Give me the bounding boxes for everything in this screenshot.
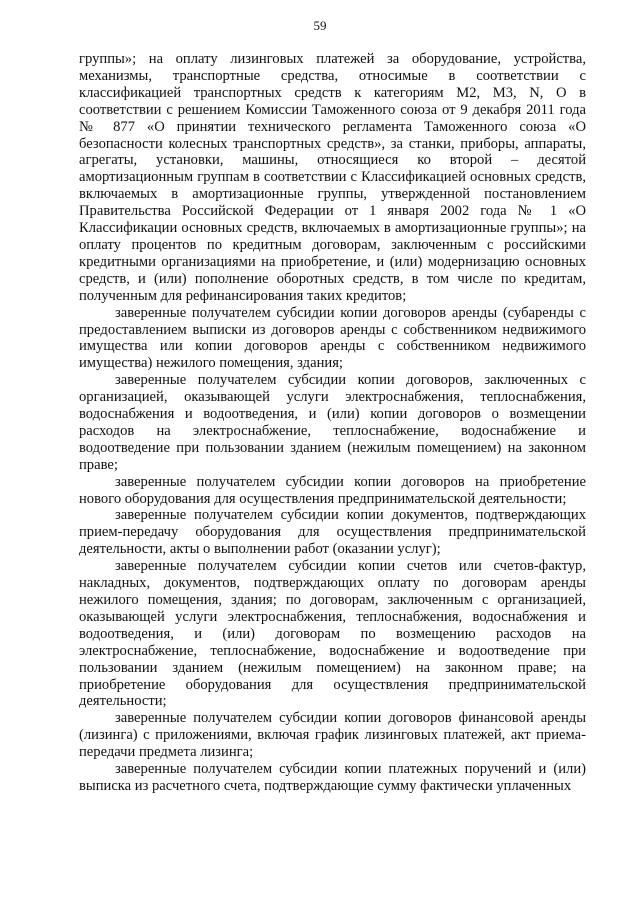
paragraph-lease-contracts: заверенные получателем субсидии копии договоров аренды (субаренды с предоставлением выписки из договоров аренды с собственником недвижимого имущества или копии договоров аренды с собственником недвижимого имущества) нежилого помещения, здания; (79, 304, 586, 372)
paragraph-leasing-contracts: заверенные получателем субсидии копии договоров финансовой аренды (лизинга) с приложениями, включая график лизинговых платежей, акт приема-передачи предмета лизинга; (79, 710, 586, 761)
paragraph-invoices: заверенные получателем субсидии копии счетов или счетов-фактур, накладных, документов, подтверждающих оплату по договорам аренды нежилого помещения, здания; по договорам, заключенным с организацией, оказывающей услуги электроснабжения, теплоснабжения, водоснабжения и водоотведения, и (или) договорам по возмещению расходов на электроснабжение, теплоснабжение, водоснабжение и водоотведение при пользовании зданием (нежилым помещением) на законном праве; на приобретение оборудования для осуществления предпринимательской деятельности; (79, 558, 586, 710)
paragraph-acceptance-documents: заверенные получателем субсидии копии документов, подтверждающих прием-передачу оборудования для осуществления предпринимательской деятельности, акты о выполнении работ (оказании услуг); (79, 507, 586, 558)
paragraph-payment-orders: заверенные получателем субсидии копии платежных поручений и (или) выписка из расчетного счета, подтверждающие сумму фактически уплаченных (79, 761, 586, 794)
paragraph-utility-contracts: заверенные получателем субсидии копии договоров, заключенных с организацией, оказывающей услуги электроснабжения, теплоснабжения, водоснабжения и водоотведения, и (или) копии договоров о возмещении расходов на электроснабжение, теплоснабжение, водоснабжение и водоотведение при пользовании зданием (нежилым помещением) на законном праве; (79, 372, 586, 473)
document-body (79, 51, 586, 795)
paragraph-continuation: группы»; на оплату лизинговых платежей за оборудование, устройства, механизмы, транспортные средства, относимые в соответствии с классификацией транспортных средств к категориям М2, М3, N, О в соответствии с решением Комиссии Таможенного союза от 9 декабря 2011 года № 877 «О принятии технического регламента Таможенного союза «О безопасности колесных транспортных средств», за станки, приборы, аппараты, агрегаты, установки, машины, относящиеся ко второй – десятой амортизационным группам в соответствии с Классификацией основных средств, включаемых в амортизационные группы, утвержденной постановлением Правительства Российской Федерации от 1 января 2002 года № 1 «О Классификации основных средств, включаемых в амортизационные группы»; на оплату процентов по кредитным договорам, заключенным с российскими кредитными организациями на приобретение, и (или) модернизацию основных средств, и (или) пополнение оборотных средств, в том числе по кредитам, полученным для рефинансирования таких кредитов; (79, 51, 586, 304)
paragraph-equipment-purchase: заверенные получателем субсидии копии договоров на приобретение нового оборудования для осуществления предпринимательской деятельности; (79, 473, 586, 507)
page-number: 59 (313, 18, 327, 33)
